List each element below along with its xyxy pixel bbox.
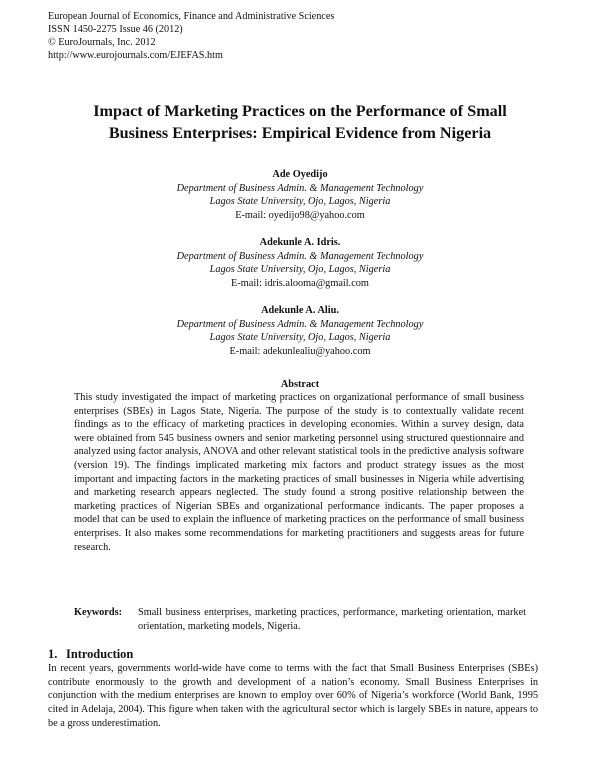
section-heading (48, 647, 133, 662)
journal-url: http://www.eurojournals.com/EJEFAS.htm (48, 50, 223, 62)
author-email: E-mail: idris.alooma@gmail.com (231, 278, 369, 290)
author-block-1 (40, 168, 560, 223)
author-university: Lagos State University, Ojo, Lagos, Nigeria (209, 196, 391, 208)
introduction-paragraph: In recent years, governments world-wide have come to terms with the fact that Small Business Enterprises (SBEs) contribute enormously to the growth and development of a nation’s economy. Small Business Enterprises in conjunction with the medium enterprises are known to employ over 60% of Nigeria’s workforce (World Bank, 1995 cited in Adelaja, 2004). This figure when taken with the agricultural sector which is largely SBEs in nature, appears to be a gross underestimation. (48, 663, 538, 729)
issn-line: ISSN 1450-2275 Issue 46 (2012) (48, 24, 183, 36)
author-department: Department of Business Admin. & Management Technology (176, 182, 424, 194)
author-email: E-mail: adekunlealiu@yahoo.com (229, 346, 371, 358)
title-line-1: Impact of Marketing Practices on the Performance of Small (93, 102, 507, 120)
section-title: Introduction (66, 647, 134, 661)
journal-name: European Journal of Economics, Finance and Administrative Sciences (48, 11, 335, 22)
author-email: E-mail: oyedijo98@yahoo.com (235, 210, 365, 222)
keywords-block (74, 606, 526, 633)
author-department: Department of Business Admin. & Management Technology (176, 318, 424, 330)
title-line-2: Business Enterprises: Empirical Evidence from Nigeria (108, 123, 492, 142)
author-name: Ade Oyedijo (272, 169, 328, 180)
keywords-text: Small business enterprises, marketing practices, performance, marketing orientation, market orientation, marketing models, Nigeria. (138, 607, 526, 632)
author-block-3 (40, 304, 560, 359)
paper-title (40, 101, 560, 144)
section-number: 1. (48, 647, 58, 661)
author-name: Adekunle A. Idris. (259, 237, 341, 248)
author-department: Department of Business Admin. & Management Technology (176, 250, 424, 262)
author-university: Lagos State University, Ojo, Lagos, Nigeria (209, 264, 391, 276)
abstract-heading: Abstract (280, 379, 320, 390)
keywords-label: Keywords: (74, 607, 123, 618)
author-name: Adekunle A. Aliu. (261, 305, 339, 316)
journal-header (48, 10, 334, 62)
author-block-2 (40, 236, 560, 291)
author-university: Lagos State University, Ojo, Lagos, Nigeria (209, 332, 391, 344)
abstract-text: This study investigated the impact of marketing practices on organizational performance of small business enterprises (SBEs) in Lagos State, Nigeria. The purpose of the study is to contextually validate recent findings as to the efficacy of marketing practices in developing economies. Within a survey design, data were obtained from 545 business owners and senior marketing personnel using structured questionnaire and analyzed using factor analysis, ANOVA and other relevant statistical tools in the predictive analysis software (version 19). The findings implicated marketing mix factors and product strategy issues as the most important and impacting factors in the marketing practices of small businesses in Nigeria while advertising and marketing research appears neglected. The study found a strong positive relationship between the marketing practices of Nigerian SBEs and organizational performance indicants. The paper proposes a model that can be used to explain the influence of marketing practices on the performance of small business enterprises. It also makes some recommendations for marketing practitioners and suggests areas for future research. (74, 392, 524, 553)
copyright-line: © EuroJournals, Inc. 2012 (48, 37, 156, 49)
